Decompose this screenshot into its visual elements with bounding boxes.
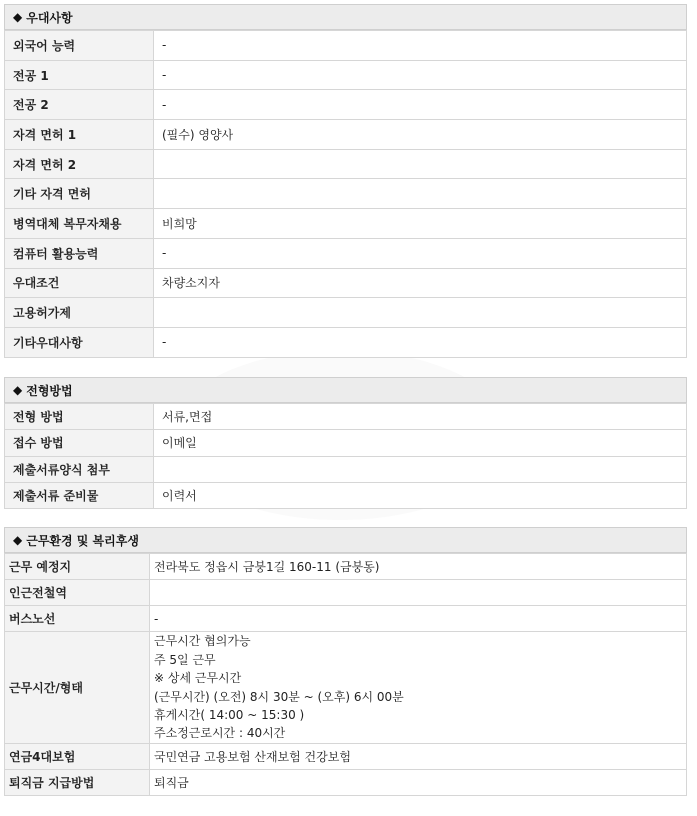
row-label: 연금4대보험 <box>5 744 150 770</box>
row-label: 자격 면허 1 <box>5 120 154 150</box>
table-row <box>5 580 687 606</box>
table-row <box>5 60 687 90</box>
row-label: 전공 2 <box>5 90 154 120</box>
row-value: - <box>154 90 687 120</box>
table-row <box>5 404 687 430</box>
row-value: 비희망 <box>154 209 687 239</box>
diamond-icon: ◆ <box>13 383 23 397</box>
hours-line: ※ 상세 근무시간 <box>154 671 242 686</box>
table-row <box>5 120 687 150</box>
row-value: - <box>154 238 687 268</box>
table-row <box>5 554 687 580</box>
row-label: 우대조건 <box>5 268 154 298</box>
table-row <box>5 238 687 268</box>
table-row <box>5 456 687 482</box>
row-label: 제출서류양식 첨부 <box>5 456 154 482</box>
hours-line: (근무시간) (오전) 8시 30분 ~ (오후) 6시 00분 <box>154 689 404 704</box>
row-label: 기타우대사항 <box>5 327 154 357</box>
hours-line: 주 5일 근무 <box>154 652 216 667</box>
preferential-title: 우대사항 <box>26 10 73 25</box>
row-value: 전라북도 정읍시 금붕1길 160-11 (금붕동) <box>150 554 687 580</box>
row-value: 국민연금 고용보험 산재보험 건강보험 <box>150 744 687 770</box>
row-label: 제출서류 준비물 <box>5 482 154 508</box>
table-row <box>5 268 687 298</box>
work-table <box>4 553 687 796</box>
row-value <box>154 456 687 482</box>
preferential-section <box>4 4 687 358</box>
row-label: 자격 면허 2 <box>5 149 154 179</box>
row-value <box>150 580 687 606</box>
hours-line: 휴게시간( 14:00 ~ 15:30 ) <box>154 707 305 722</box>
table-row <box>5 770 687 796</box>
row-label: 퇴직금 지급방법 <box>5 770 150 796</box>
table-row <box>5 482 687 508</box>
selection-table <box>4 403 687 509</box>
row-label: 인근전철역 <box>5 580 150 606</box>
row-value: - <box>154 31 687 61</box>
hours-line: 근무시간 협의가능 <box>154 634 251 649</box>
table-row <box>5 31 687 61</box>
row-label: 근무시간/형태 <box>5 632 150 744</box>
table-row <box>5 606 687 632</box>
work-hours-value <box>150 632 687 744</box>
table-row <box>5 632 687 744</box>
diamond-icon: ◆ <box>13 10 23 24</box>
row-value <box>154 298 687 328</box>
work-header <box>4 527 687 553</box>
work-title: 근무환경 및 복리후생 <box>26 533 139 548</box>
row-label: 버스노선 <box>5 606 150 632</box>
table-row <box>5 179 687 209</box>
selection-header <box>4 377 687 403</box>
row-value: 이메일 <box>154 430 687 456</box>
row-value <box>154 179 687 209</box>
row-label: 전형 방법 <box>5 404 154 430</box>
selection-section <box>4 377 687 509</box>
preferential-table <box>4 30 687 358</box>
row-value <box>154 149 687 179</box>
row-value: - <box>154 60 687 90</box>
selection-title: 전형방법 <box>26 383 73 398</box>
table-row <box>5 327 687 357</box>
row-value: 이력서 <box>154 482 687 508</box>
work-section <box>4 527 687 796</box>
table-row <box>5 744 687 770</box>
row-value: - <box>150 606 687 632</box>
row-value: 차량소지자 <box>154 268 687 298</box>
table-row <box>5 209 687 239</box>
table-row <box>5 90 687 120</box>
row-value: - <box>154 327 687 357</box>
hours-line: 주소정근로시간 : 40시간 <box>154 726 286 741</box>
table-row <box>5 298 687 328</box>
row-value: 서류,면접 <box>154 404 687 430</box>
row-label: 외국어 능력 <box>5 31 154 61</box>
row-label: 기타 자격 면허 <box>5 179 154 209</box>
row-label: 병역대체 복무자채용 <box>5 209 154 239</box>
row-value: (필수) 영양사 <box>154 120 687 150</box>
row-label: 전공 1 <box>5 60 154 90</box>
preferential-header <box>4 4 687 30</box>
row-value: 퇴직금 <box>150 770 687 796</box>
row-label: 컴퓨터 활용능력 <box>5 238 154 268</box>
table-row <box>5 430 687 456</box>
diamond-icon: ◆ <box>13 533 23 547</box>
row-label: 접수 방법 <box>5 430 154 456</box>
table-row <box>5 149 687 179</box>
row-label: 근무 예정지 <box>5 554 150 580</box>
row-label: 고용허가제 <box>5 298 154 328</box>
